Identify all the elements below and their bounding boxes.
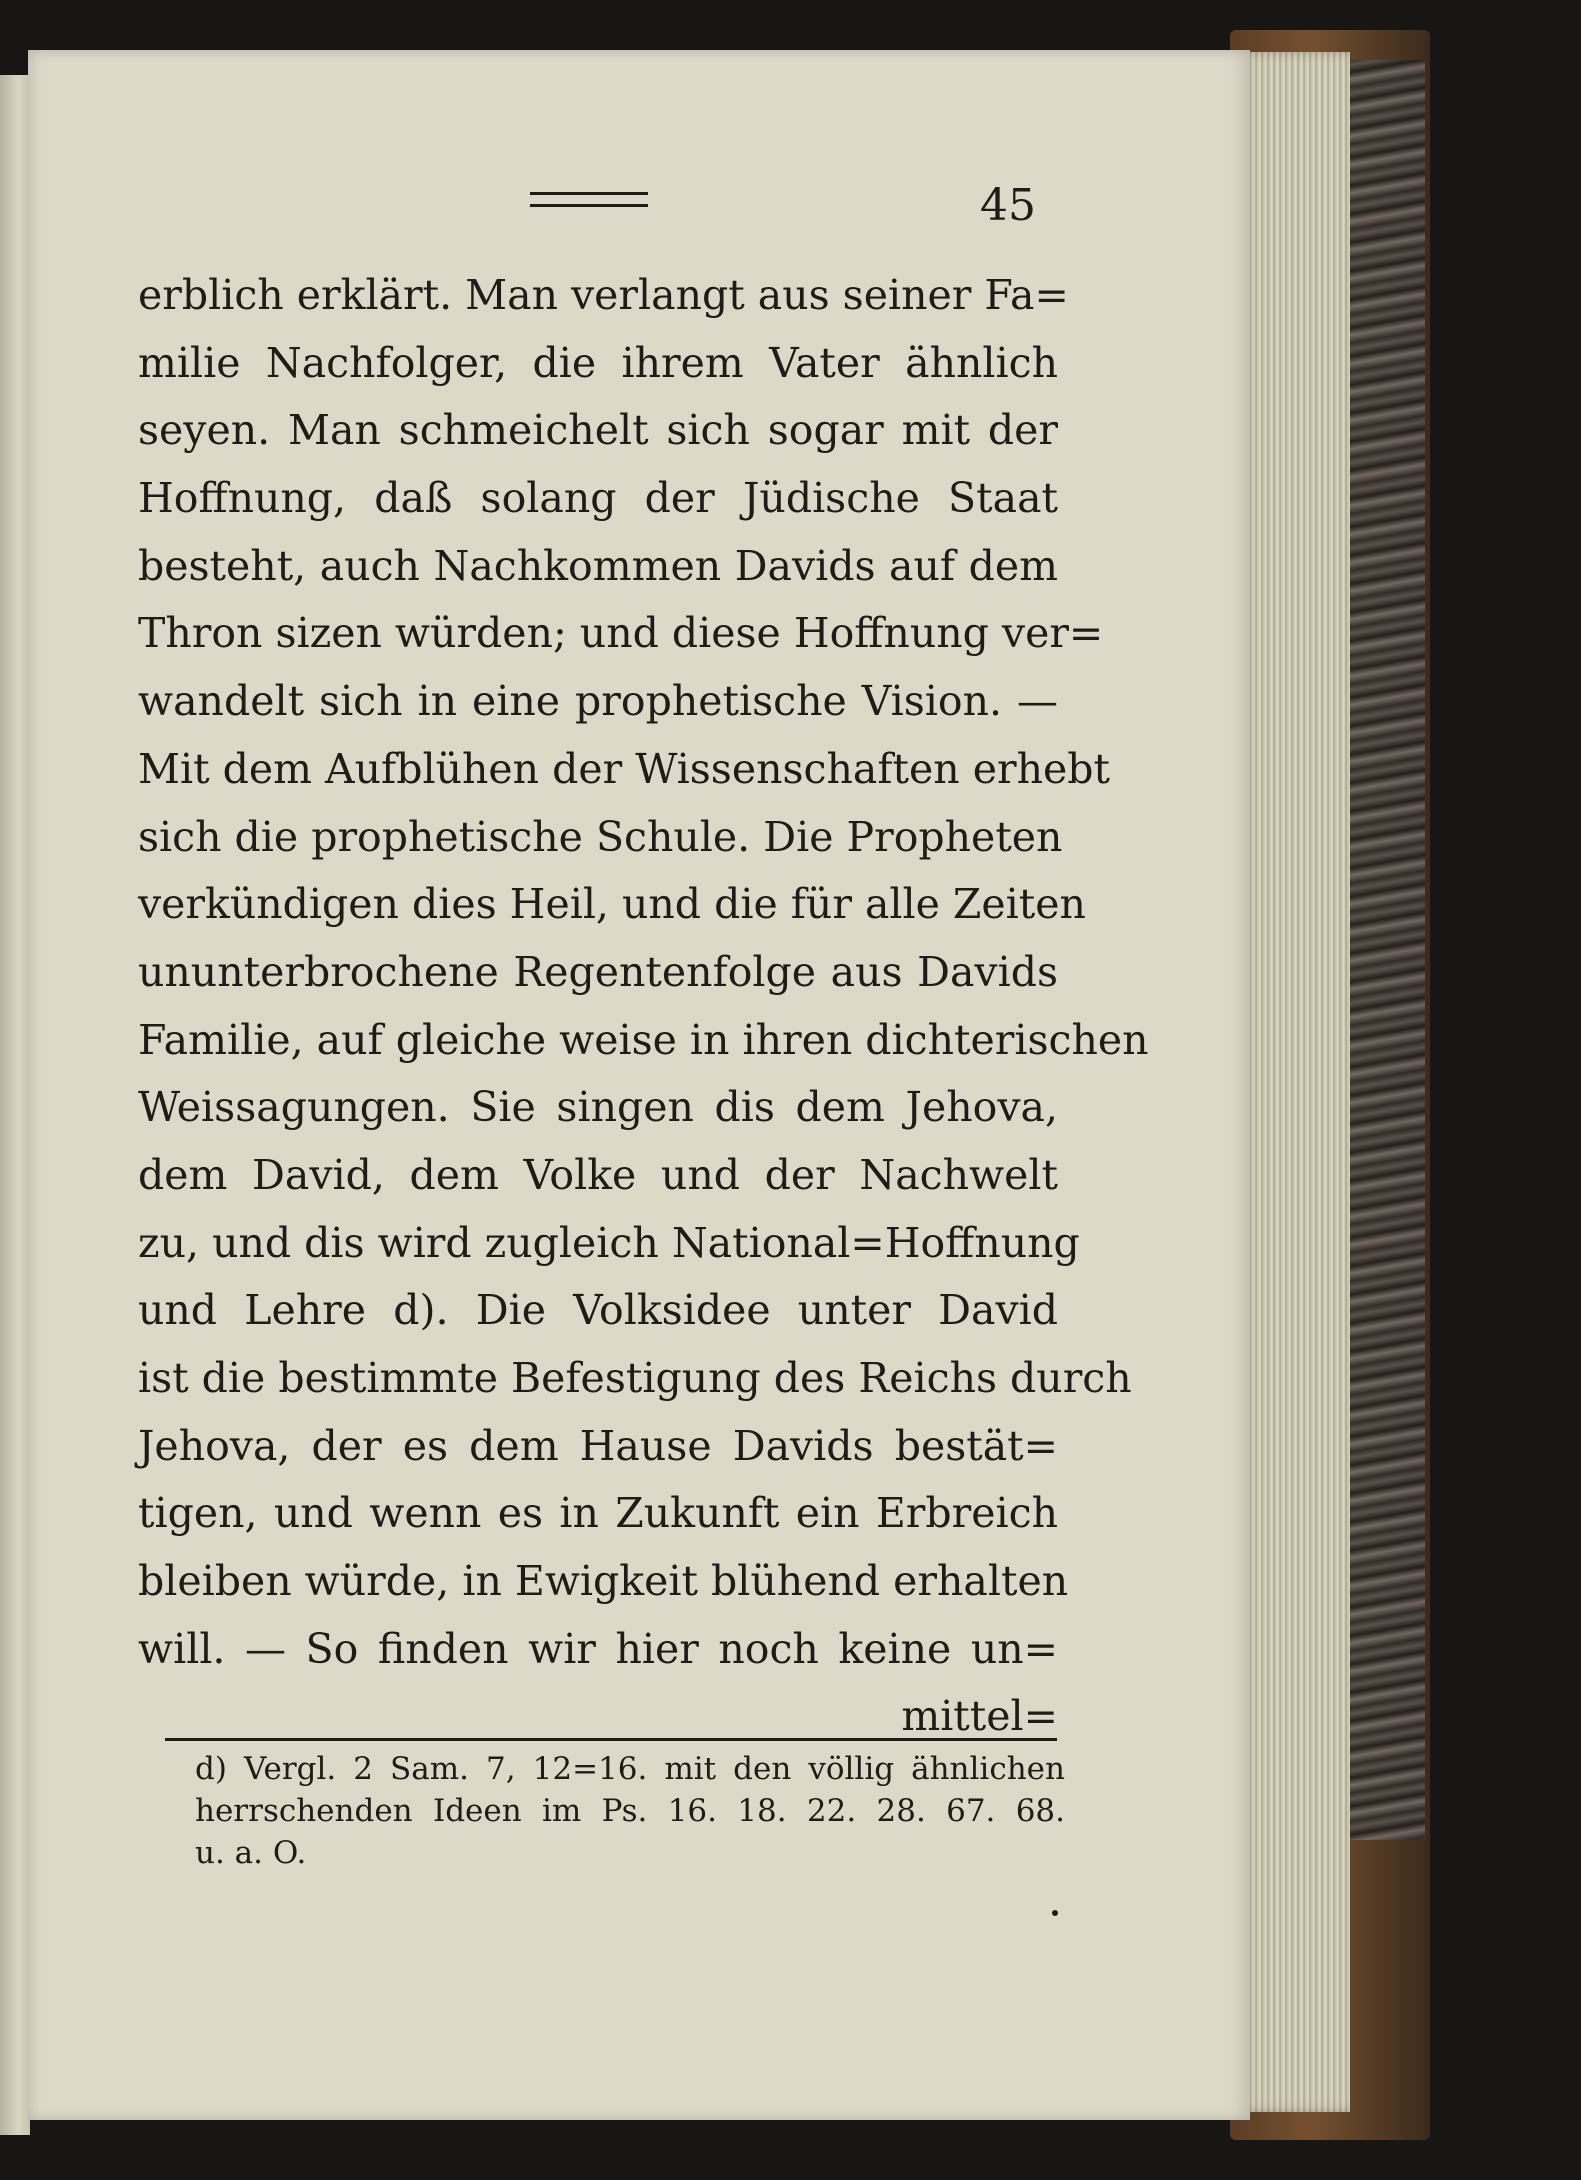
- text-line: will. — So finden wir hier noch keine un=: [138, 1624, 1058, 1673]
- marbled-board: [1345, 60, 1425, 1840]
- text-line: seyen. Man schmeichelt sich sogar mit der: [138, 406, 1058, 455]
- header-ornament-rule: [530, 192, 648, 207]
- ink-speck: [1052, 1910, 1058, 1916]
- text-line: erblich erklärt. Man verlangt aus seiner Fa=: [138, 271, 1069, 319]
- text-line: verkündigen dies Heil, und die für alle Zeiten: [138, 880, 1086, 929]
- text-line: Hoffnung, daß solang der Jüdische Staat: [138, 474, 1058, 523]
- text-line: bleiben würde, in Ewigkeit blühend erhalten: [138, 1557, 1069, 1606]
- page-number: 45: [980, 180, 1036, 231]
- text-line: Mit dem Aufblühen der Wissenschaften erhebt: [138, 744, 1110, 793]
- catchword: mittel=: [901, 1692, 1058, 1741]
- previous-page-edge: [0, 75, 30, 2135]
- text-line: sich die prophetische Schule. Die Propheten: [138, 812, 1063, 861]
- footnote-separator-rule: [165, 1738, 1057, 1741]
- footnote: [195, 1748, 1065, 1874]
- page-edges: [1240, 52, 1350, 2112]
- footnote-line: d) Vergl. 2 Sam. 7, 12=16. mit den völlig ähnlichen: [195, 1751, 1065, 1787]
- text-line: besteht, auch Nachkommen Davids auf dem: [138, 541, 1058, 590]
- text-line: milie Nachfolger, die ihrem Vater ähnlich: [138, 338, 1058, 387]
- text-line: wandelt sich in eine prophetische Vision. —: [138, 677, 1058, 726]
- text-line: ununterbrochene Regentenfolge aus Davids: [138, 947, 1058, 996]
- text-line: tigen, und wenn es in Zukunft ein Erbreich: [138, 1489, 1058, 1538]
- footnote-line: herrschenden Ideen im Ps. 16. 18. 22. 28. 67. 68.: [195, 1793, 1065, 1829]
- footnote-line: u. a. O.: [195, 1835, 307, 1871]
- text-line: zu, und dis wird zugleich National=Hoffnung: [138, 1218, 1080, 1267]
- text-line: und Lehre d). Die Volksidee unter David: [138, 1286, 1058, 1335]
- text-line: Weissagungen. Sie singen dis dem Jehova,: [138, 1083, 1058, 1132]
- text-line: dem David, dem Volke und der Nachwelt: [138, 1150, 1058, 1199]
- body-text: [138, 262, 1149, 1751]
- text-line: Jehova, der es dem Hause Davids bestät=: [138, 1421, 1058, 1470]
- text-line: ist die bestimmte Befestigung des Reichs durch: [138, 1354, 1132, 1402]
- text-line: Thron sizen würden; und diese Hoffnung ver=: [138, 609, 1104, 658]
- text-line: Familie, auf gleiche weise in ihren dichterischen: [138, 1015, 1149, 1064]
